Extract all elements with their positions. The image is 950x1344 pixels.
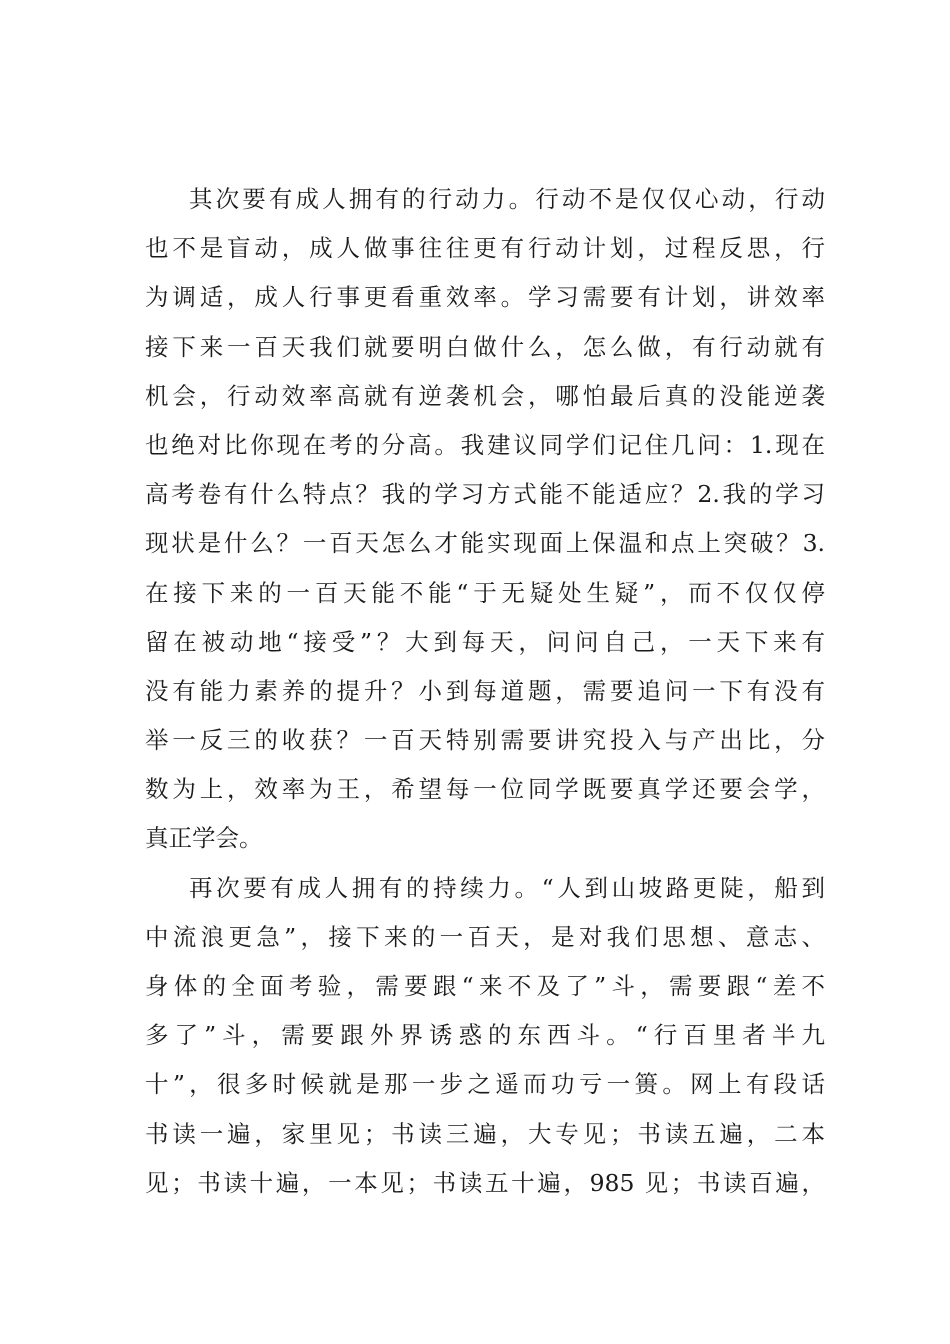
text-line: 多了”斗，需要跟外界诱惑的东西斗。“行百里者半九 bbox=[145, 1021, 825, 1050]
text-line: 其次要有成人拥有的行动力。行动不是仅仅心动，行动 bbox=[189, 185, 825, 213]
text-line: 再次要有成人拥有的持续力。“人到山坡路更陡，船到 bbox=[189, 873, 825, 902]
text-line: 书读一遍，家里见；书读三遍，大专见；书读五遍，二本 bbox=[145, 1119, 825, 1148]
paragraph-persistence bbox=[145, 864, 825, 1208]
text-line: 留在被动地“接受”？大到每天，问问自己，一天下来有 bbox=[145, 627, 825, 656]
text-line: 见；书读十遍，一本见；书读五十遍，985 见；书读百遍， bbox=[145, 1168, 825, 1197]
text-line: 中流浪更急”，接下来的一百天，是对我们思想、意志、 bbox=[145, 922, 825, 951]
text-line: 为调适，成人行事更看重效率。学习需要有计划，讲效率 bbox=[145, 283, 825, 312]
text-line: 也绝对比你现在考的分高。我建议同学们记住几问：1.现在 bbox=[145, 430, 825, 459]
text-line: 现状是什么？一百天怎么才能实现面上保温和点上突破？3. bbox=[145, 529, 825, 558]
body-text bbox=[145, 175, 825, 1208]
text-line: 十”，很多时候就是那一步之遥而功亏一篑。网上有段话 bbox=[145, 1070, 825, 1099]
text-line: 数为上，效率为王，希望每一位同学既要真学还要会学， bbox=[145, 775, 825, 804]
text-line: 举一反三的收获？一百天特别需要讲究投入与产出比，分 bbox=[145, 726, 825, 755]
text-line: 机会，行动效率高就有逆袭机会，哪怕最后真的没能逆袭 bbox=[145, 381, 825, 410]
text-line: 身体的全面考验，需要跟“来不及了”斗，需要跟“差不 bbox=[145, 972, 825, 1000]
text-line: 高考卷有什么特点？我的学习方式能不能适应？2.我的学习 bbox=[145, 480, 825, 509]
text-line: 也不是盲动，成人做事往往更有行动计划，过程反思，行 bbox=[145, 234, 825, 263]
text-line: 在接下来的一百天能不能“于无疑处生疑”，而不仅仅停 bbox=[145, 578, 825, 607]
text-line: 没有能力素养的提升？小到每道题，需要追问一下有没有 bbox=[145, 676, 825, 705]
text-line: 真正学会。 bbox=[145, 824, 263, 853]
paragraph-action bbox=[145, 175, 825, 864]
text-line: 接下来一百天我们就要明白做什么，怎么做，有行动就有 bbox=[145, 332, 825, 361]
